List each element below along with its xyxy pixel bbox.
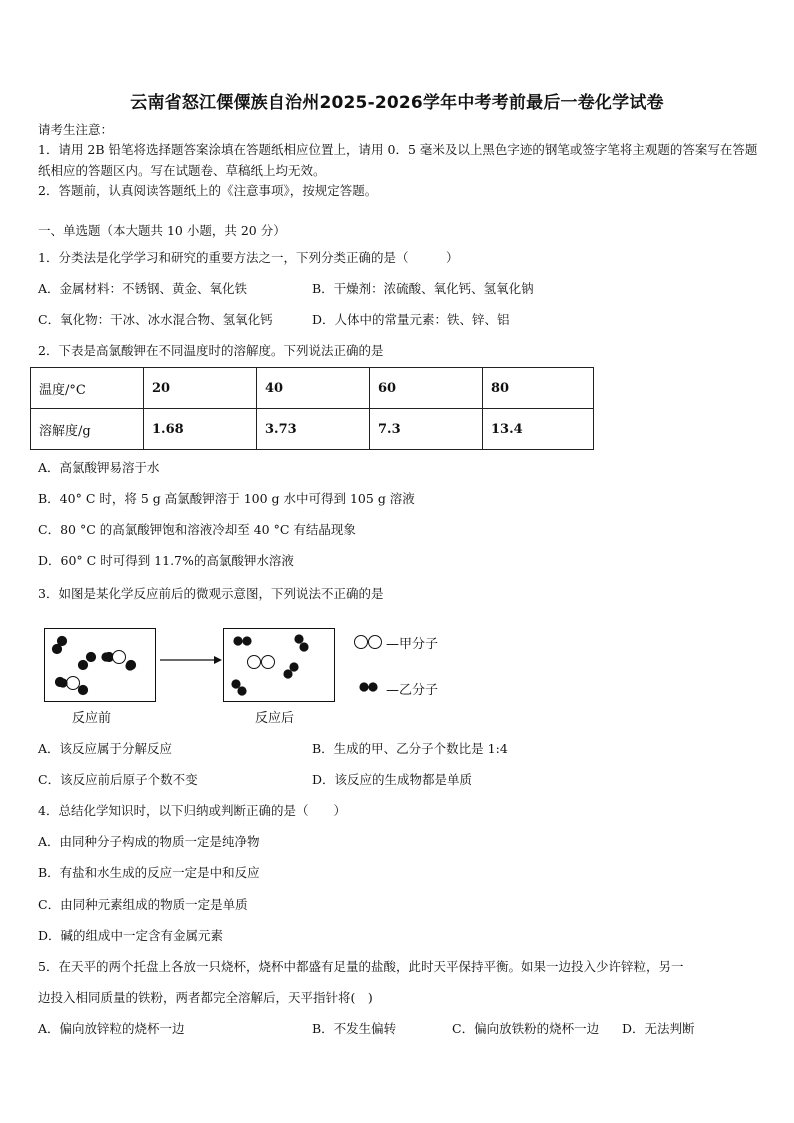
solubility-table (30, 367, 594, 450)
q5-option-c: C．偏向放铁粉的烧杯一边 (452, 1021, 600, 1036)
legend-jia-label: —甲分子 (386, 637, 439, 652)
after-label: 反应后 (255, 711, 295, 726)
notice-item-1: 1．请用 2B 铅笔将选择题答案涂填在答题纸相应位置上，请用 0．5 毫米及以上黑色字迹的钢笔或签字笔将主观题的答案写在答题纸相应的答题区内。写在试题卷、草稿纸上均无效。 (38, 142, 758, 178)
q2-option-a: A．高氯酸钾易溶于水 (38, 460, 160, 475)
legend-yi-label: —乙分子 (386, 683, 439, 698)
q2-option-c: C．80 °C 的高氯酸钾饱和溶液冷却至 40 °C 有结晶现象 (38, 522, 356, 537)
q1-option-c: C．氧化物：干冰、冰水混合物、氢氧化钙 (38, 312, 273, 327)
q4-option-d: D．碱的组成中一定含有金属元素 (38, 928, 224, 943)
table-row (31, 368, 594, 409)
page-title: 云南省怒江傈僳族自治州2025-2026学年中考考前最后一卷化学试卷 (130, 93, 664, 113)
table-cell: 1.68 (144, 409, 257, 450)
q5-option-b: B．不发生偏转 (312, 1021, 397, 1036)
legend-jia-molecule-icon (352, 634, 386, 650)
q1-stem: 1．分类法是化学学习和研究的重要方法之一，下列分类正确的是（ ） (38, 250, 459, 265)
notice-heading: 请考生注意： (38, 122, 114, 137)
table-cell: 溶解度/g (31, 409, 144, 450)
q1-option-d: D．人体中的常量元素：铁、锌、铝 (312, 312, 510, 327)
q5-option-d: D．无法判断 (622, 1021, 695, 1036)
q4-option-c: C．由同种元素组成的物质一定是单质 (38, 897, 248, 912)
q4-option-a: A．由同种分子构成的物质一定是纯净物 (38, 834, 260, 849)
q2-stem: 2．下表是高氯酸钾在不同温度时的溶解度。下列说法正确的是 (38, 343, 384, 358)
after-reaction-box (223, 628, 335, 702)
table-cell: 13.4 (483, 409, 594, 450)
table-cell: 3.73 (257, 409, 370, 450)
q3-option-b: B．生成的甲、乙分子个数比是 1:4 (312, 741, 508, 756)
notice-item-2: 2．答题前，认真阅读答题纸上的《注意事项》，按规定答题。 (38, 183, 378, 198)
q1-option-a: A．金属材料：不锈钢、黄金、氧化铁 (38, 281, 248, 296)
before-label: 反应前 (72, 711, 112, 726)
q5-option-a: A．偏向放锌粒的烧杯一边 (38, 1021, 185, 1036)
q3-option-a: A．该反应属于分解反应 (38, 741, 173, 756)
table-row (31, 409, 594, 450)
table-cell: 60 (370, 368, 483, 409)
after-molecules (224, 629, 334, 701)
legend-yi-molecule-icon (356, 680, 386, 694)
q4-option-b: B．有盐和水生成的反应一定是中和反应 (38, 865, 260, 880)
q3-option-d: D．该反应的生成物都是单质 (312, 772, 473, 787)
before-molecules (45, 629, 155, 701)
table-cell: 40 (257, 368, 370, 409)
q3-stem: 3．如图是某化学反应前后的微观示意图，下列说法不正确的是 (38, 586, 384, 601)
reaction-arrow (158, 654, 224, 666)
q4-stem: 4．总结化学知识时，以下归纳或判断正确的是（ ） (38, 803, 346, 818)
section-heading: 一、单选题（本大题共 10 小题，共 20 分） (38, 223, 286, 238)
q5-stem-line-1: 5．在天平的两个托盘上各放一只烧杯，烧杯中都盛有足量的盐酸，此时天平保持平衡。如果一边投入少许锌粒，另一 (38, 959, 684, 974)
table-cell: 温度/°C (31, 368, 144, 409)
before-reaction-box (44, 628, 156, 702)
q3-option-c: C．该反应前后原子个数不变 (38, 772, 198, 787)
q1-option-b: B．干燥剂：浓硫酸、氧化钙、氢氧化钠 (312, 281, 534, 296)
q5-stem-line-2: 边投入相同质量的铁粉，两者都完全溶解后，天平指针将( ) (38, 990, 373, 1005)
table-cell: 80 (483, 368, 594, 409)
table-cell: 20 (144, 368, 257, 409)
table-cell: 7.3 (370, 409, 483, 450)
q2-option-d: D．60° C 时可得到 11.7%的高氯酸钾水溶液 (38, 553, 294, 568)
q2-option-b: B．40° C 时，将 5 g 高氯酸钾溶于 100 g 水中可得到 105 g 溶液 (38, 491, 415, 506)
